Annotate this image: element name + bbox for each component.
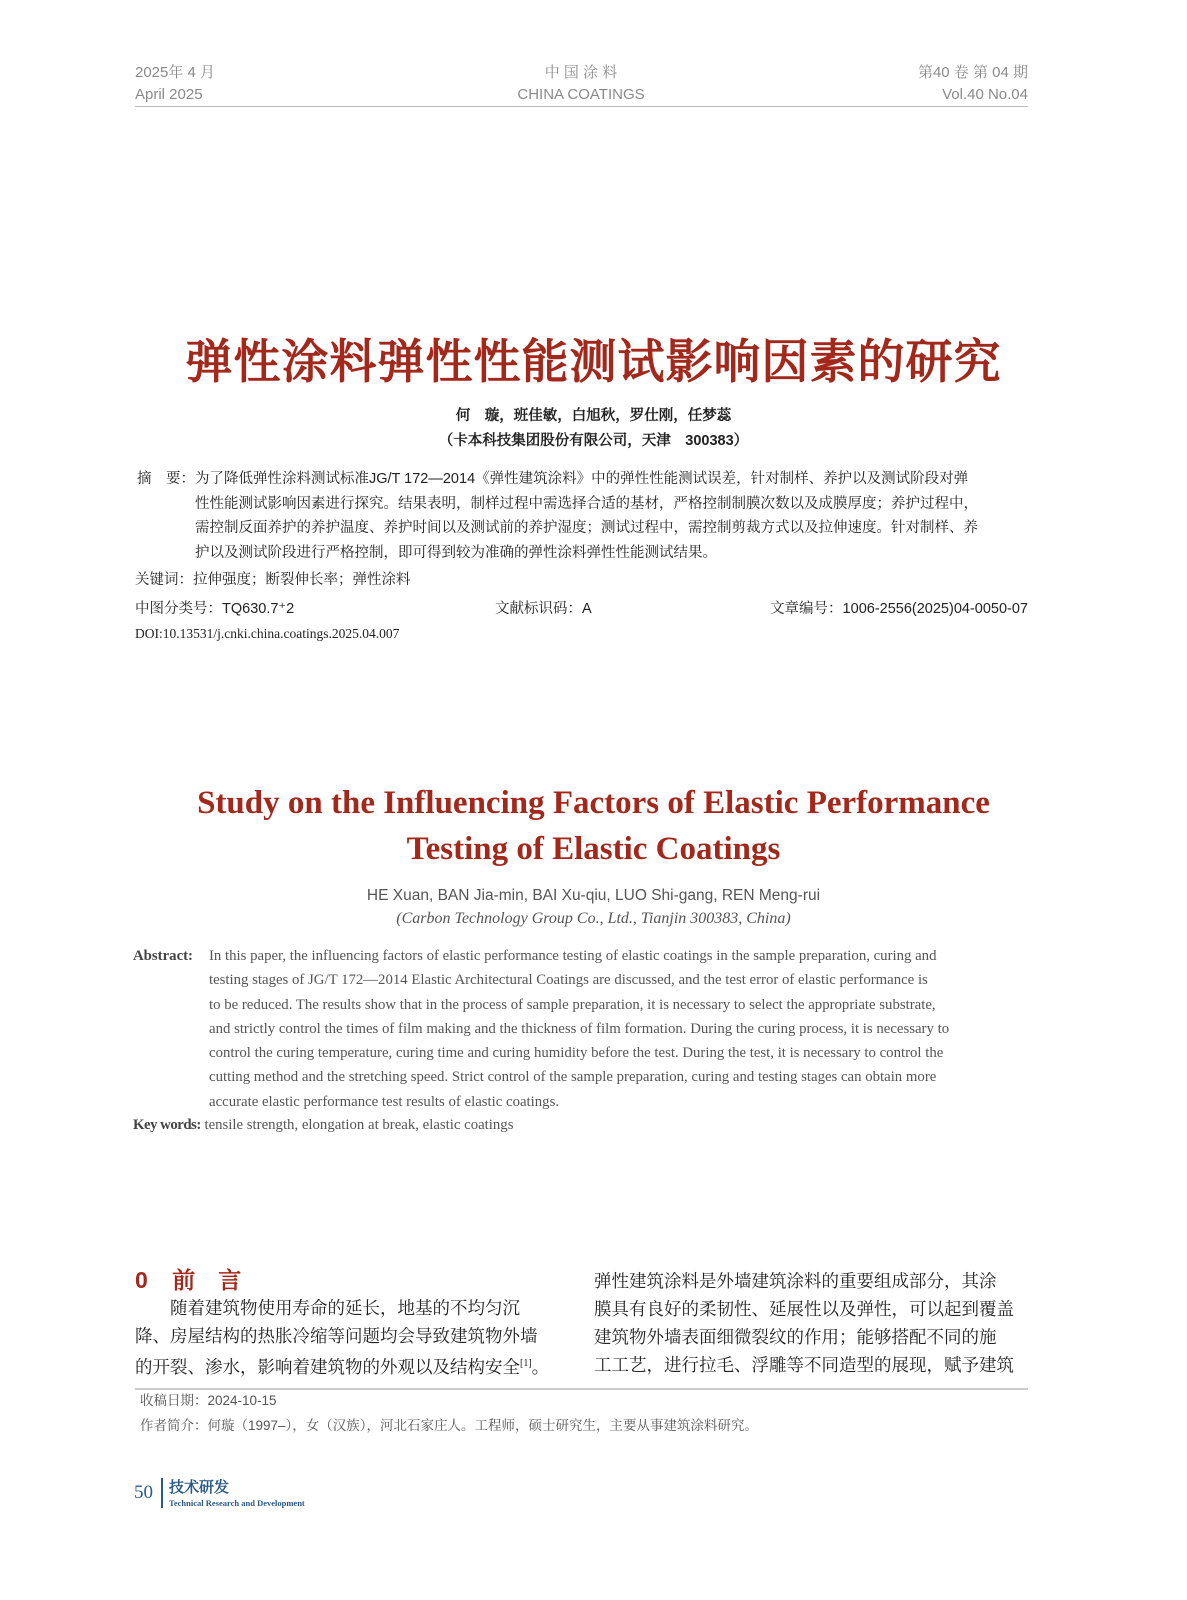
section-number: 0 <box>135 1267 148 1293</box>
journal-en: CHINA COATINGS <box>517 86 645 103</box>
article-number: 文章编号：1006-2556(2025)04-0050-07 <box>770 601 1028 617</box>
abstract-en <box>133 944 1028 1114</box>
abstract-line: 护以及测试阶段进行严格控制，即可得到较为准确的弹性涂料弹性性能测试结果。 <box>195 544 717 561</box>
header-volume <box>918 62 1028 106</box>
date-cn: 2025年 4 月 <box>135 64 216 81</box>
authors-en: HE Xuan, BAN Jia-min, BAI Xu-qiu, LUO Shi-gang, REN Meng-rui <box>366 887 821 904</box>
citation[interactable]: [1] <box>520 1358 532 1369</box>
abstract-line: accurate elastic performance test results of elastic coatings. <box>209 1093 560 1110</box>
body-line: 弹性建筑涂料是外墙建筑涂料的重要组成部分，其涂 <box>594 1271 997 1291</box>
abstract-cn <box>137 467 1030 565</box>
footnote-divider <box>135 1388 1028 1390</box>
section-heading <box>135 1262 241 1295</box>
footer-bar <box>161 1478 163 1508</box>
title-en-line: Testing of Elastic Coatings <box>406 831 781 867</box>
affiliation-cn: （卡本科技集团股份有限公司，天津 300383） <box>438 433 749 449</box>
body-line: 建筑物外墙表面细微裂纹的作用；能够搭配不同的施 <box>594 1327 997 1347</box>
keywords-cn: 关键词：拉伸强度；断裂伸长率；弹性涂料 <box>135 572 411 588</box>
section-title: 前 言 <box>172 1267 242 1293</box>
body-line: 降、房屋结构的热胀冷缩等问题均会导致建筑物外墙 <box>135 1326 538 1346</box>
author-bio: 作者简介：何璇（1997–），女（汉族），河北石家庄人。工程师，硕士研究生，主要从事建筑涂料研究。 <box>140 1418 759 1433</box>
abstract-line: 为了降低弹性涂料测试标准JG/T 172—2014《弹性建筑涂料》中的弹性性能测试误差，针对制样、养护以及测试阶段对弹 <box>195 471 969 487</box>
page-number: 50 <box>134 1482 153 1503</box>
abstract-line: In this paper, the influencing factors of elastic performance testing of elastic coatings in the sample preparation, curing and <box>209 948 937 964</box>
received-date: 收稿日期：2024-10-15 <box>140 1393 277 1408</box>
date-en: April 2025 <box>135 86 203 103</box>
volume-cn: 第40 卷 第 04 期 <box>917 64 1028 81</box>
body-line: 随着建筑物使用寿命的延长，地基的不均匀沉 <box>135 1298 520 1318</box>
body-right-column <box>594 1267 1014 1379</box>
clc-number: 中图分类号：TQ630.7⁺2 <box>135 601 295 617</box>
affiliation-en: (Carbon Technology Group Co., Ltd., Tianjin 300383, China) <box>396 910 791 927</box>
abstract-en-label: Abstract: <box>133 948 193 964</box>
abstract-line: 性性能测试影响因素进行探究。结果表明，制样过程中需选择合适的基材，严格控制制膜次数以及成膜厚度；养护过程中， <box>195 495 978 512</box>
abstract-cn-label: 摘 要： <box>137 471 195 487</box>
abstract-line: 需控制反面养护的养护温度、养护时间以及测试前的养护湿度；测试过程中，需控制剪裁方式以及拉伸速度。针对制样、养 <box>195 520 978 536</box>
title-en <box>0 780 1187 872</box>
column-name-cn: 技术研发 <box>169 1479 230 1496</box>
keywords-en-label: Key words: <box>133 1117 201 1133</box>
title-cn: 弹性涂料弹性性能测试影响因素的研究 <box>185 335 1002 388</box>
column-name-en: Technical Research and Development <box>169 1498 305 1508</box>
keywords-en <box>133 1117 513 1134</box>
body-line: 工工艺，进行拉毛、浮雕等不同造型的展现，赋予建筑 <box>594 1355 1014 1375</box>
document-code: 文献标识码：A <box>495 601 592 617</box>
abstract-line: testing stages of JG/T 172—2014 Elastic Architectural Coatings are discussed, and the test error of elastic performance is <box>209 972 928 989</box>
header-divider <box>135 106 1028 107</box>
journal-cn: 中 国 涂 料 <box>544 64 618 81</box>
body-line: 的开裂、渗水，影响着建筑物的外观以及结构安全[1]。 <box>135 1356 550 1377</box>
keywords-en-value: tensile strength, elongation at break, elastic coatings <box>204 1117 514 1133</box>
abstract-line: and strictly control the times of film making and the thickness of film formation. During the curing process, it is necessary to <box>209 1020 950 1037</box>
abstract-line: cutting method and the stretching speed. Strict control of the sample preparation, curing and testing stages can obtain more <box>209 1069 937 1086</box>
abstract-line: to be reduced. The results show that in the process of sample preparation, it is necessary to select the appropriate substrate, <box>209 996 936 1013</box>
title-en-line: Study on the Influencing Factors of Elastic Performance <box>197 785 990 821</box>
body-left-column <box>135 1294 549 1381</box>
body-line: 膜具有良好的柔韧性、延展性以及弹性，可以起到覆盖 <box>594 1299 1014 1319</box>
volume-en: Vol.40 No.04 <box>942 86 1028 103</box>
authors-cn: 何 璇，班佳敏，白旭秋，罗仕刚，任梦蕊 <box>455 408 732 424</box>
abstract-line: control the curing temperature, curing time and curing humidity before the test. During the test, it is necessary to control the <box>209 1045 944 1062</box>
doi: DOI:10.13531/j.cnki.china.coatings.2025.04.007 <box>135 626 400 641</box>
